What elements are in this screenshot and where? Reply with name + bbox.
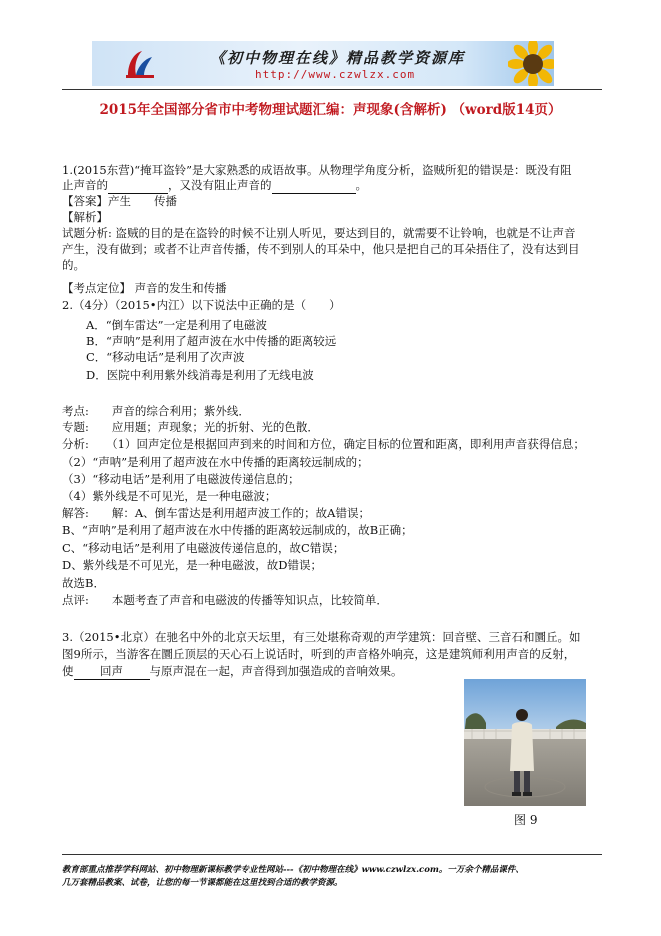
q1-blank-2	[272, 178, 356, 194]
q1-knowledge-point: 【考点定位】 声音的发生和传播	[62, 281, 227, 295]
q1-analysis-3: 的。	[62, 258, 85, 272]
q1-analysis-2: 产生，没有做到；或者不让声音传播，传不到别人的耳朵中，他只是把自己的耳朵捂住了，没有达到目	[62, 242, 580, 256]
header-banner	[92, 41, 554, 86]
q2-fenxi-4: （4）紫外线是不可见光，是一种电磁波；	[62, 489, 277, 503]
footer-line-2: 几万套精品教案、试卷，让您的每一节课都能在这里找到合适的教学资源。	[62, 878, 343, 888]
q1-answer: 【答案】产生 传播	[62, 194, 177, 208]
figure-9-photo	[464, 679, 586, 806]
q2-fenxi-2: （2）“声呐”是利用了超声波在水中传播的距离较远制成的；	[62, 455, 369, 469]
q2-kaodian: 考点: 声音的综合利用；紫外线．	[62, 404, 250, 418]
q3-line2: 图9所示，当游客在圜丘顶层的天心石上说话时，听到的声音格外响亮，这是建筑师利用声音的反射，	[62, 647, 576, 661]
q2-fenxi-3: （3）“移动电话”是利用了电磁波传递信息的；	[62, 472, 300, 486]
q3-line3-b: 与原声混在一起，声音得到加强造成的音响效果。	[149, 664, 403, 678]
q3-line3-a: 使	[62, 664, 74, 678]
q1-line2	[62, 178, 367, 194]
q3-blank: 回声	[74, 664, 150, 680]
q2-fenxi-1: 分析: （1）回声定位是根据回声到来的时间和方位，确定目标的位置和距离，即利用声音获得信息；	[62, 437, 585, 451]
q2-dianping: 点评: 本题考查了声音和电磁波的传播等知识点，比较简单．	[62, 593, 388, 607]
q2-option-c: C．“移动电话”是利用了次声波	[86, 350, 245, 364]
footer-line-1: 教育部重点推荐学科网站、初中物理新课标教学专业性网站---《初中物理在线》www.czwlzx.com。一万余个精品课件、	[62, 865, 524, 875]
q2-jieda-2: B、“声呐”是利用了超声波在水中传播的距离较远制成的，故B正确；	[62, 523, 413, 537]
header-divider	[62, 89, 602, 90]
footer-divider	[62, 854, 602, 855]
q2-jieda-3: C、“移动电话”是利用了电磁波传递信息的，故C错误；	[62, 541, 345, 555]
q3-line3	[62, 664, 403, 680]
q2-jieda-4: D、紫外线是不可见光，是一种电磁波，故D错误；	[62, 558, 322, 572]
q2-option-d: D．医院中利用紫外线消毒是利用了无线电波	[86, 368, 314, 382]
q2-option-a: A．“倒车雷达”一定是利用了电磁波	[86, 318, 268, 332]
q1-line2-c: 。	[355, 178, 367, 192]
q2-jieda-1: 解答: 解：A、倒车雷达是利用超声波工作的；故A错误；	[62, 506, 370, 520]
q2-zhuanti: 专题: 应用题；声现象；光的折射、光的色散．	[62, 420, 319, 434]
q1-analysis-label: 【解析】	[62, 210, 108, 224]
q2-stem: 2.（4分）（2015•内江）以下说法中正确的是（ ）	[62, 298, 341, 312]
q1-blank-1	[108, 178, 168, 194]
banner-url: http://www.czwlzx.com	[255, 68, 416, 81]
site-logo-icon	[122, 47, 156, 81]
q1-line2-a: 止声音的	[62, 178, 108, 192]
banner-title: 《初中物理在线》精品教学资源库	[210, 49, 466, 67]
q2-option-b: B．“声呐”是利用了超声波在水中传播的距离较远	[86, 334, 337, 348]
q1-line2-b: ，又没有阻止声音的	[168, 178, 272, 192]
q1-line1: 1.(2015东营)“掩耳盗铃”是大家熟悉的成语故事。从物理学角度分析，盗贼所犯的错误是：既没有阻	[62, 163, 572, 177]
q1-analysis-1: 试题分析: 盗贼的目的是在盗铃的时候不让别人听见，要达到目的，就需要不让铃响，也就是不让声音	[62, 226, 576, 240]
q2-jieda-5: 故选B．	[62, 576, 105, 590]
figure-9-caption: 图 9	[514, 813, 538, 827]
sunflower-icon	[508, 41, 554, 86]
q3-line1: 3.（2015•北京）在驰名中外的北京天坛里，有三处堪称奇观的声学建筑：回音壁、三音石和圜丘。如	[62, 630, 581, 644]
document-title: 2015年全国部分省市中考物理试题汇编：声现象(含解析) （word版14页）	[99, 102, 562, 118]
